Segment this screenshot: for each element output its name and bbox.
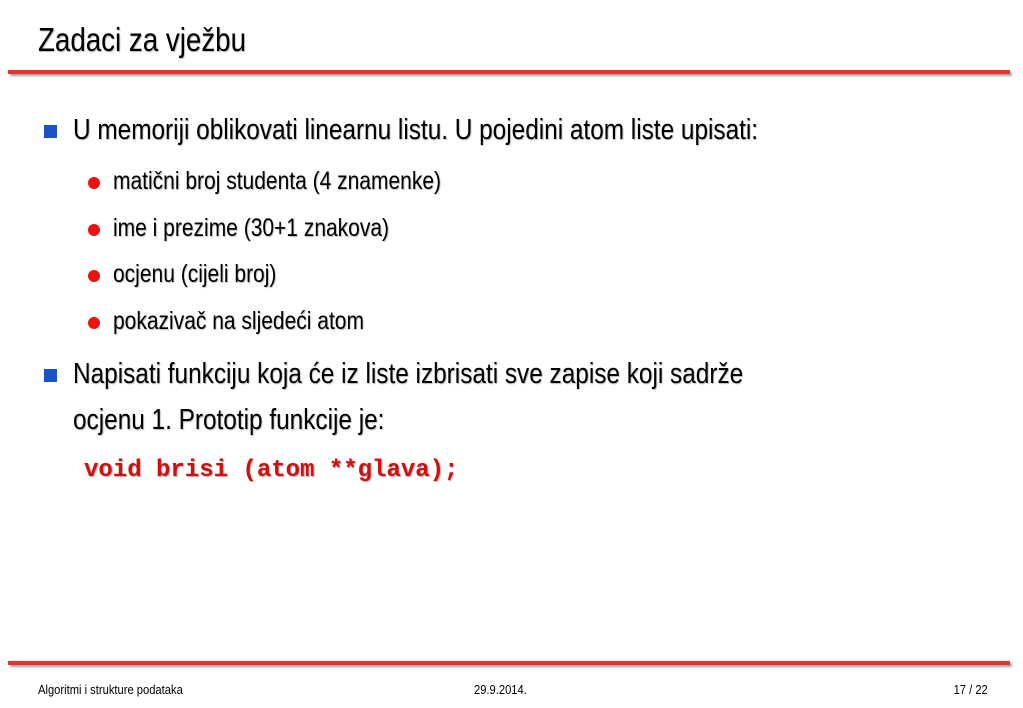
square-bullet-icon: [44, 125, 57, 138]
footer-page-number: 17 / 22: [953, 682, 988, 697]
footer-date: 29.9.2014.: [474, 682, 527, 697]
sub-item: ime i prezime (30+1 znakova): [113, 214, 390, 242]
dot-bullet-icon: [88, 224, 100, 236]
code-prototype: void brisi (atom **glava);: [84, 457, 459, 484]
sub-item: matični broj studenta (4 znamenke): [113, 167, 441, 195]
square-bullet-icon: [44, 369, 57, 382]
main-item-1: U memoriji oblikovati linearnu listu. U pojedini atom liste upisati:: [73, 114, 759, 146]
slide-title: Zadaci za vježbu: [38, 21, 247, 58]
sub-item: pokazivač na sljedeći atom: [113, 307, 364, 335]
footer-course: Algoritmi i strukture podataka: [38, 682, 183, 697]
dot-bullet-icon: [88, 177, 100, 189]
dot-bullet-icon: [88, 270, 100, 282]
sub-item: ocjenu (cijeli broj): [113, 260, 277, 288]
main-item-2-line-2: ocjenu 1. Prototip funkcije je:: [73, 404, 385, 436]
dot-bullet-icon: [88, 317, 100, 329]
main-item-2-line-1: Napisati funkciju koja će iz liste izbrisati sve zapise koji sadrže: [73, 358, 744, 390]
title-divider: [8, 70, 1010, 74]
footer-divider: [8, 661, 1010, 665]
